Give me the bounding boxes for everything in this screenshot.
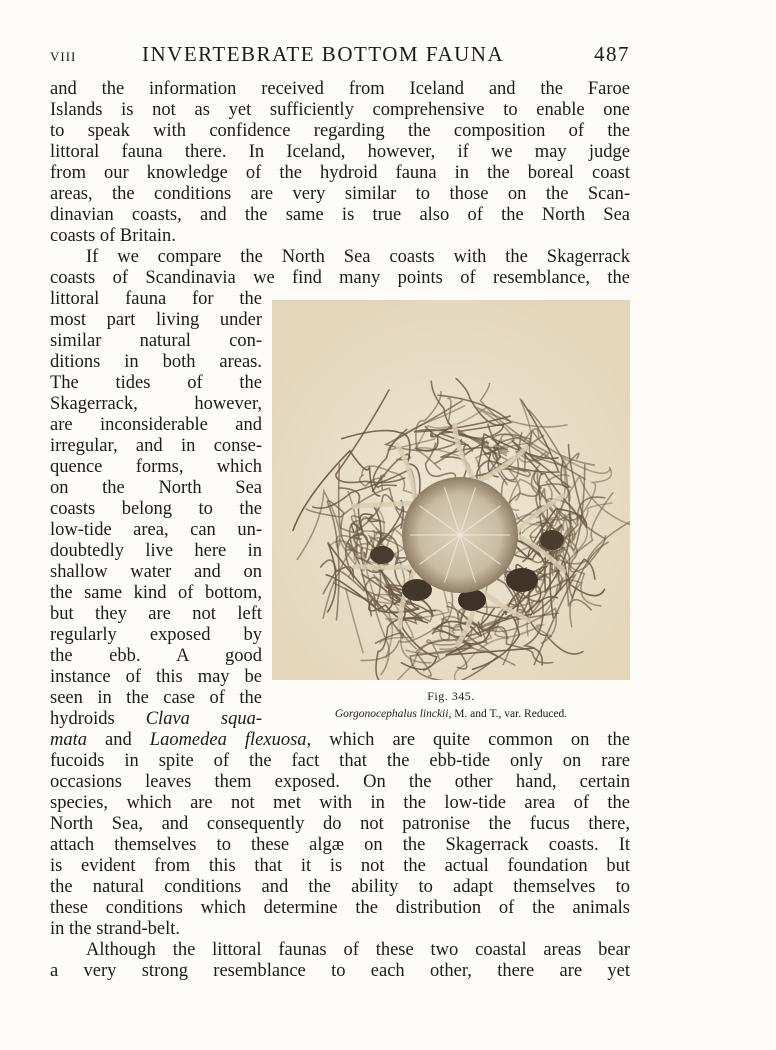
text-line: coasts of Scandinavia we find many points of resemblance, the — [50, 268, 630, 288]
caption-species: Gorgonocephalus linckii — [334, 708, 449, 720]
text-line: low-tide area, can un- — [50, 520, 262, 540]
text-line: dinavian coasts, and the same is true also of the North Sea — [50, 205, 630, 225]
caption-rest: , M. and T., var. Reduced. — [448, 708, 568, 720]
figure-caption — [272, 708, 630, 720]
figure-label: Fig. 345. — [427, 689, 475, 703]
text-line — [50, 730, 630, 751]
text-line: regularly exposed by — [50, 625, 262, 645]
chapter-number: VIII — [50, 49, 77, 64]
text-line: The tides of the — [50, 373, 262, 393]
text-line: and the information received from Iceland and the Faroe — [50, 79, 630, 99]
text-line: littoral fauna for the — [50, 289, 262, 309]
text-line: the natural conditions and the ability to adapt themselves to — [50, 877, 630, 897]
text-line: occasions leaves them exposed. On the other hand, certain — [50, 772, 630, 792]
text-line: similar natural con- — [50, 331, 262, 351]
text-run: , which are quite common on the — [306, 730, 630, 750]
text-line: the same kind of bottom, — [50, 583, 262, 603]
species-name: Laomedea flexuosa — [149, 730, 307, 750]
text-line: areas, the conditions are very similar to those on the Scan- — [50, 184, 630, 204]
page-number: 487 — [594, 42, 630, 66]
text-line: irregular, and in conse- — [50, 436, 262, 456]
figure-photograph — [272, 300, 630, 680]
text-line: Skagerrack, however, — [50, 394, 262, 414]
text-line: Although the littoral faunas of these two coastal areas bear — [86, 940, 630, 960]
text-line: in the strand-belt. — [50, 919, 180, 939]
text-line: seen in the case of the — [50, 688, 262, 708]
text-line: doubtedly live here in — [50, 541, 262, 561]
text-line: Islands is not as yet sufficiently comprehensive to enable one — [50, 100, 630, 120]
text-line: species, which are not met with in the low-tide area of the — [50, 793, 630, 813]
text-line: If we compare the North Sea coasts with the Skagerrack — [86, 247, 630, 267]
basket-star-illustration — [272, 300, 630, 680]
text-line: attach themselves to these algæ on the Skagerrack coasts. It — [50, 835, 630, 855]
text-line: to speak with confidence regarding the composition of the — [50, 121, 630, 141]
text-line: most part living under — [50, 310, 262, 330]
text-line: from our knowledge of the hydroid fauna in the boreal coast — [50, 163, 630, 183]
text-line: a very strong resemblance to each other, there are yet — [50, 961, 630, 981]
text-run: hydroids — [50, 709, 146, 729]
species-name: mata — [50, 730, 87, 750]
text-line — [50, 709, 262, 730]
species-name: Clava squa- — [145, 709, 262, 729]
text-line: is evident from this that it is not the actual foundation but — [50, 856, 630, 876]
text-line: littoral fauna there. In Iceland, however, if we may judge — [50, 142, 630, 162]
text-line: coasts belong to the — [50, 499, 262, 519]
text-line: ditions in both areas. — [50, 352, 262, 372]
text-line: instance of this may be — [50, 667, 262, 687]
text-line: quence forms, which — [50, 457, 262, 477]
text-line: fucoids in spite of the fact that the ebb-tide only on rare — [50, 751, 630, 771]
text-line: on the North Sea — [50, 478, 262, 498]
text-line: coasts of Britain. — [50, 226, 176, 246]
text-line: are inconsiderable and — [50, 415, 262, 435]
text-line: shallow water and on — [50, 562, 262, 582]
running-title: INVERTEBRATE BOTTOM FAUNA — [142, 42, 505, 66]
running-header — [50, 42, 630, 72]
text-run: and — [87, 730, 150, 750]
text-line: but they are not left — [50, 604, 262, 624]
text-line: these conditions which determine the distribution of the animals — [50, 898, 630, 918]
text-line: the ebb. A good — [50, 646, 262, 666]
text-line: North Sea, and consequently do not patronise the fucus there, — [50, 814, 630, 834]
